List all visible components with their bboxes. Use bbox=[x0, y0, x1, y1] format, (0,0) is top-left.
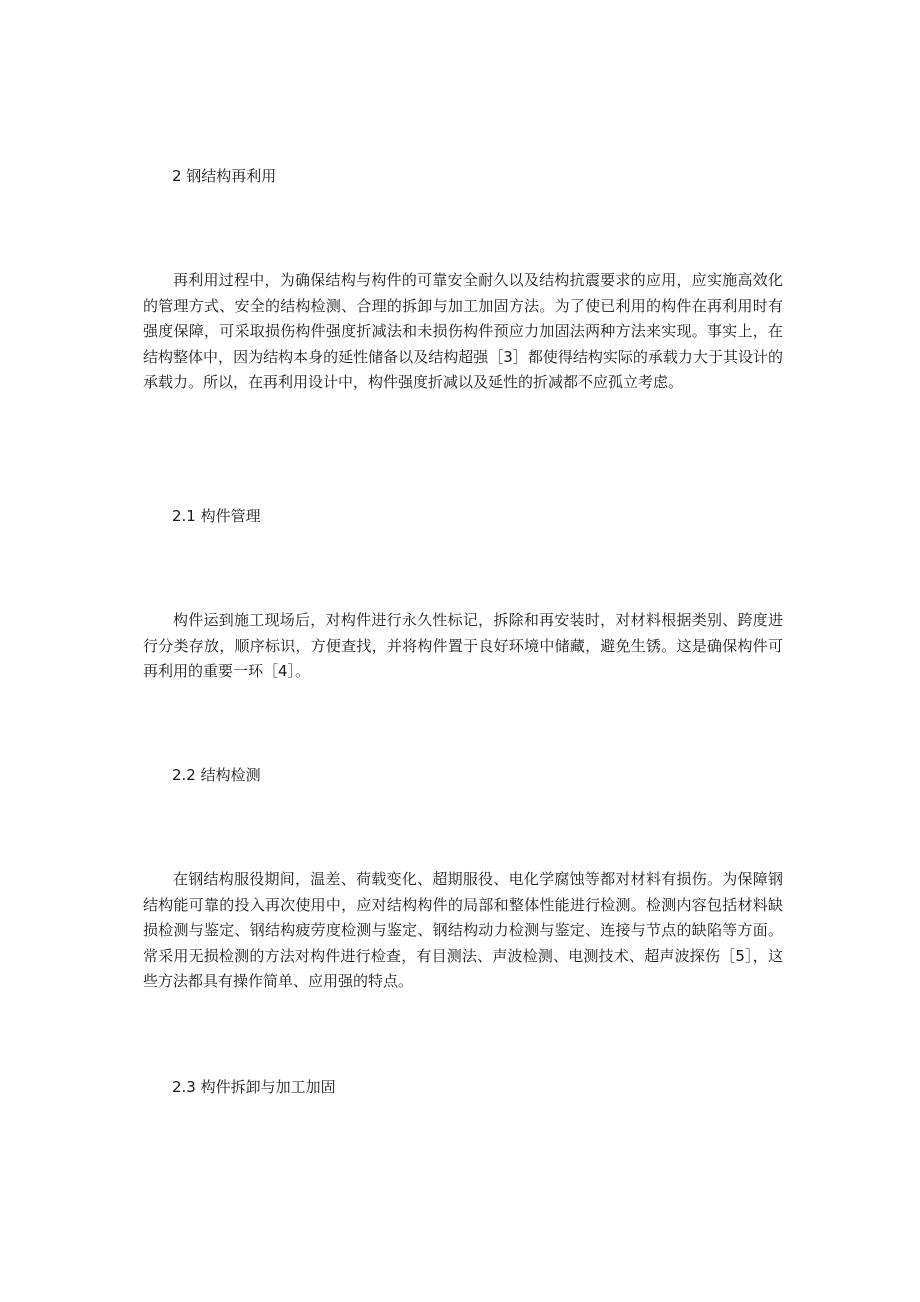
section-paragraph-2-1: 构件运到施工现场后，对构件进行永久性标记，拆除和再安装时，对材料根据类别、跨度进行分类存放，顺序标识，方便查找，并将构件置于良好环境中储藏，避免生锈。这是确保构件可再利用的重要一环［4］。 bbox=[143, 611, 783, 680]
section-heading-2-1: 2.1 构件管理 bbox=[172, 507, 261, 525]
section-heading-2: 2 钢结构再利用 bbox=[172, 167, 277, 185]
section-paragraph-2: 再利用过程中，为确保结构与构件的可靠安全耐久以及结构抗震要求的应用，应实施高效化的管理方式、安全的结构检测、合理的拆卸与加工加固方法。为了使已利用的构件在再利用时有强度保障，可采取损伤构件强度折减法和未损伤构件预应力加固法两种方法来实现。事实上，在结构整体中，因为结构本身的延性储备以及结构超强［3］都使得结构实际的承载力大于其设计的承载力。所以，在再利用设计中，构件强度折减以及延性的折减都不应孤立考虑。 bbox=[143, 271, 783, 391]
section-heading-2-3: 2.3 构件拆卸与加工加固 bbox=[172, 1078, 336, 1096]
section-paragraph-2-2: 在钢结构服役期间，温差、荷载变化、超期服役、电化学腐蚀等都对材料有损伤。为保障钢结构能可靠的投入再次使用中，应对结构构件的局部和整体性能进行检测。检测内容包括材料缺损检测与鉴定、钢结构疲劳度检测与鉴定、钢结构动力检测与鉴定、连接与节点的缺陷等方面。常采用无损检测的方法对构件进行检查，有目测法、声波检测、电测技术、超声波探伤［5］，这些方法都具有操作简单、应用强的特点。 bbox=[143, 870, 783, 990]
section-heading-2-2: 2.2 结构检测 bbox=[172, 766, 261, 784]
